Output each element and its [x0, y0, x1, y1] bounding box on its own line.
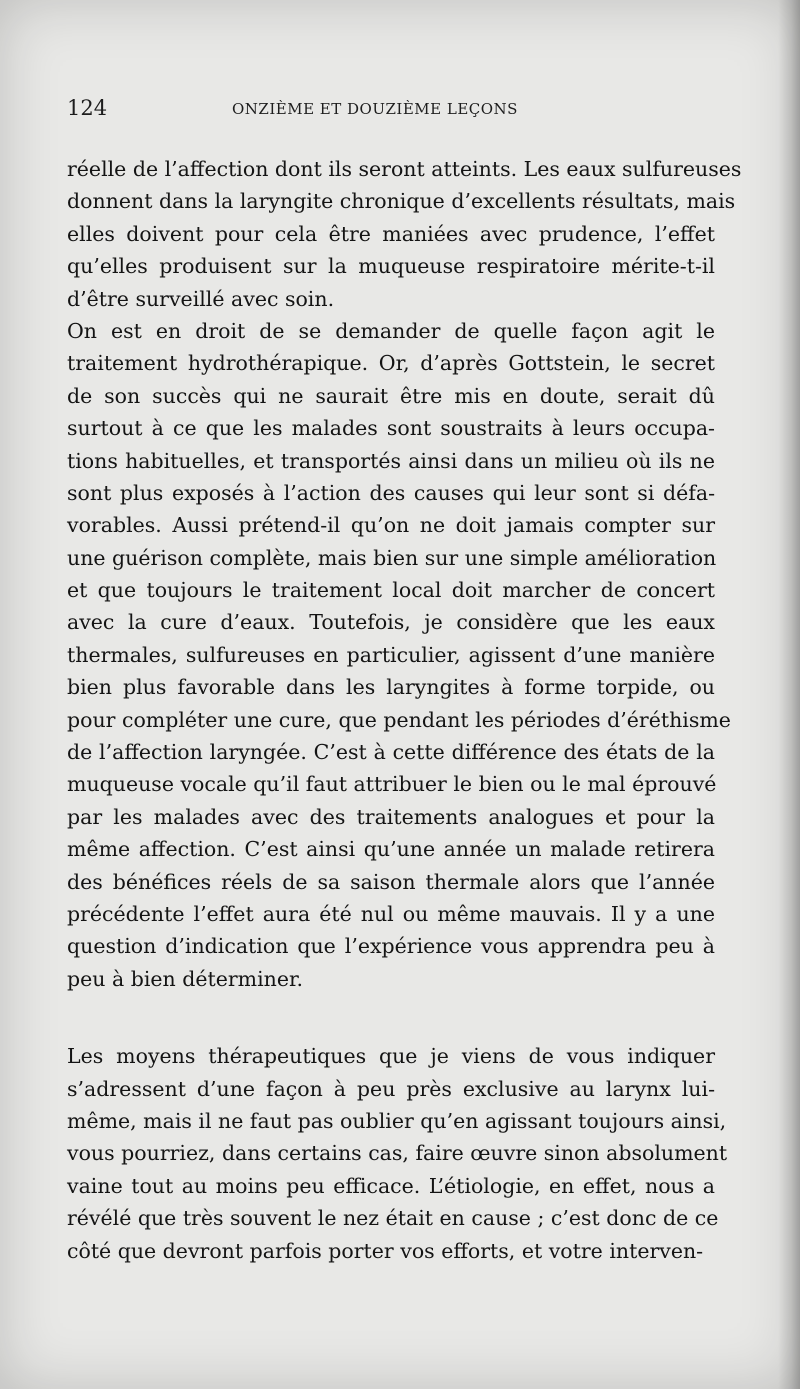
text-line: vaine tout au moins peu efficace. L’étiologie, en effet, nous a	[67, 1173, 715, 1198]
text-line: même affection. C’est ainsi qu’une année un malade retirera	[67, 837, 715, 862]
text-line: muqueuse vocale qu’il faut attribuer le bien ou le mal éprouvé	[67, 772, 717, 797]
text-line: avec la cure d’eaux. Toutefois, je considère que les eaux	[67, 610, 715, 635]
text-line: elles doivent pour cela être maniées avec prudence, l’effet	[67, 221, 715, 246]
text-line: qu’elles produisent sur la muqueuse respiratoire mérite-t-il	[67, 254, 715, 279]
body-text	[67, 153, 742, 1267]
text-line: pour compléter une cure, que pendant les périodes d’éréthisme	[67, 707, 731, 732]
page-header	[67, 96, 715, 126]
running-head: ONZIÈME ET DOUZIÈME LEÇONS	[232, 100, 518, 118]
text-line: révélé que très souvent le nez était en cause ; c’est donc de ce	[67, 1206, 719, 1231]
text-line: bien plus favorable dans les laryngites à forme torpide, ou	[67, 675, 715, 700]
text-line: vorables. Aussi prétend-il qu’on ne doit jamais compter sur	[67, 513, 715, 538]
text-line: précédente l’effet aura été nul ou même mauvais. Il y a une	[67, 901, 715, 926]
text-line: traitement hydrothérapique. Or, d’après Gottstein, le secret	[67, 351, 715, 376]
text-line: thermales, sulfureuses en particulier, agissent d’une manière	[67, 642, 715, 667]
text-line: question d’indication que l’expérience vous apprendra peu à	[67, 934, 715, 959]
text-line: donnent dans la laryngite chronique d’excellents résultats, mais	[67, 189, 736, 214]
paragraph-2	[67, 315, 731, 995]
text-line: peu à bien déterminer.	[67, 966, 304, 991]
text-line: d’être surveillé avec soin.	[67, 286, 335, 311]
paragraph-1	[67, 153, 742, 315]
text-line: et que toujours le traitement local doit marcher de concert	[67, 578, 715, 603]
paragraph-gap	[67, 995, 715, 1040]
text-line: vous pourriez, dans certains cas, faire œuvre sinon absolument	[67, 1141, 728, 1166]
paragraph-3	[67, 1040, 728, 1267]
text-line: de l’affection laryngée. C’est à cette différence des états de la	[67, 740, 715, 765]
text-line: réelle de l’affection dont ils seront atteints. Les eaux sulfureuses	[67, 157, 742, 181]
text-line: des bénéfices réels de sa saison thermale alors que l’année	[67, 869, 715, 894]
text-line: côté que devront parfois porter vos efforts, et votre interven-	[67, 1238, 704, 1263]
text-line: On est en droit de se demander de quelle façon agit le	[67, 318, 715, 343]
text-line: sont plus exposés à l’action des causes qui leur sont si défa-	[67, 480, 715, 505]
text-line: de son succès qui ne saurait être mis en doute, serait dû	[67, 383, 715, 408]
text-line: Les moyens thérapeutiques que je viens de vous indiquer	[67, 1044, 715, 1069]
text-line: par les malades avec des traitements analogues et pour la	[67, 804, 715, 829]
text-line: s’adressent d’une façon à peu près exclusive au larynx lui-	[67, 1076, 715, 1101]
text-line: même, mais il ne faut pas oublier qu’en agissant toujours ainsi,	[67, 1108, 727, 1133]
page-number: 124	[67, 96, 108, 120]
page-edge-shadow	[778, 0, 800, 1389]
text-line: surtout à ce que les malades sont soustraits à leurs occupa-	[67, 416, 715, 441]
text-line: une guérison complète, mais bien sur une simple amélioration	[67, 545, 717, 570]
text-line: tions habituelles, et transportés ainsi dans un milieu où ils ne	[67, 448, 715, 473]
